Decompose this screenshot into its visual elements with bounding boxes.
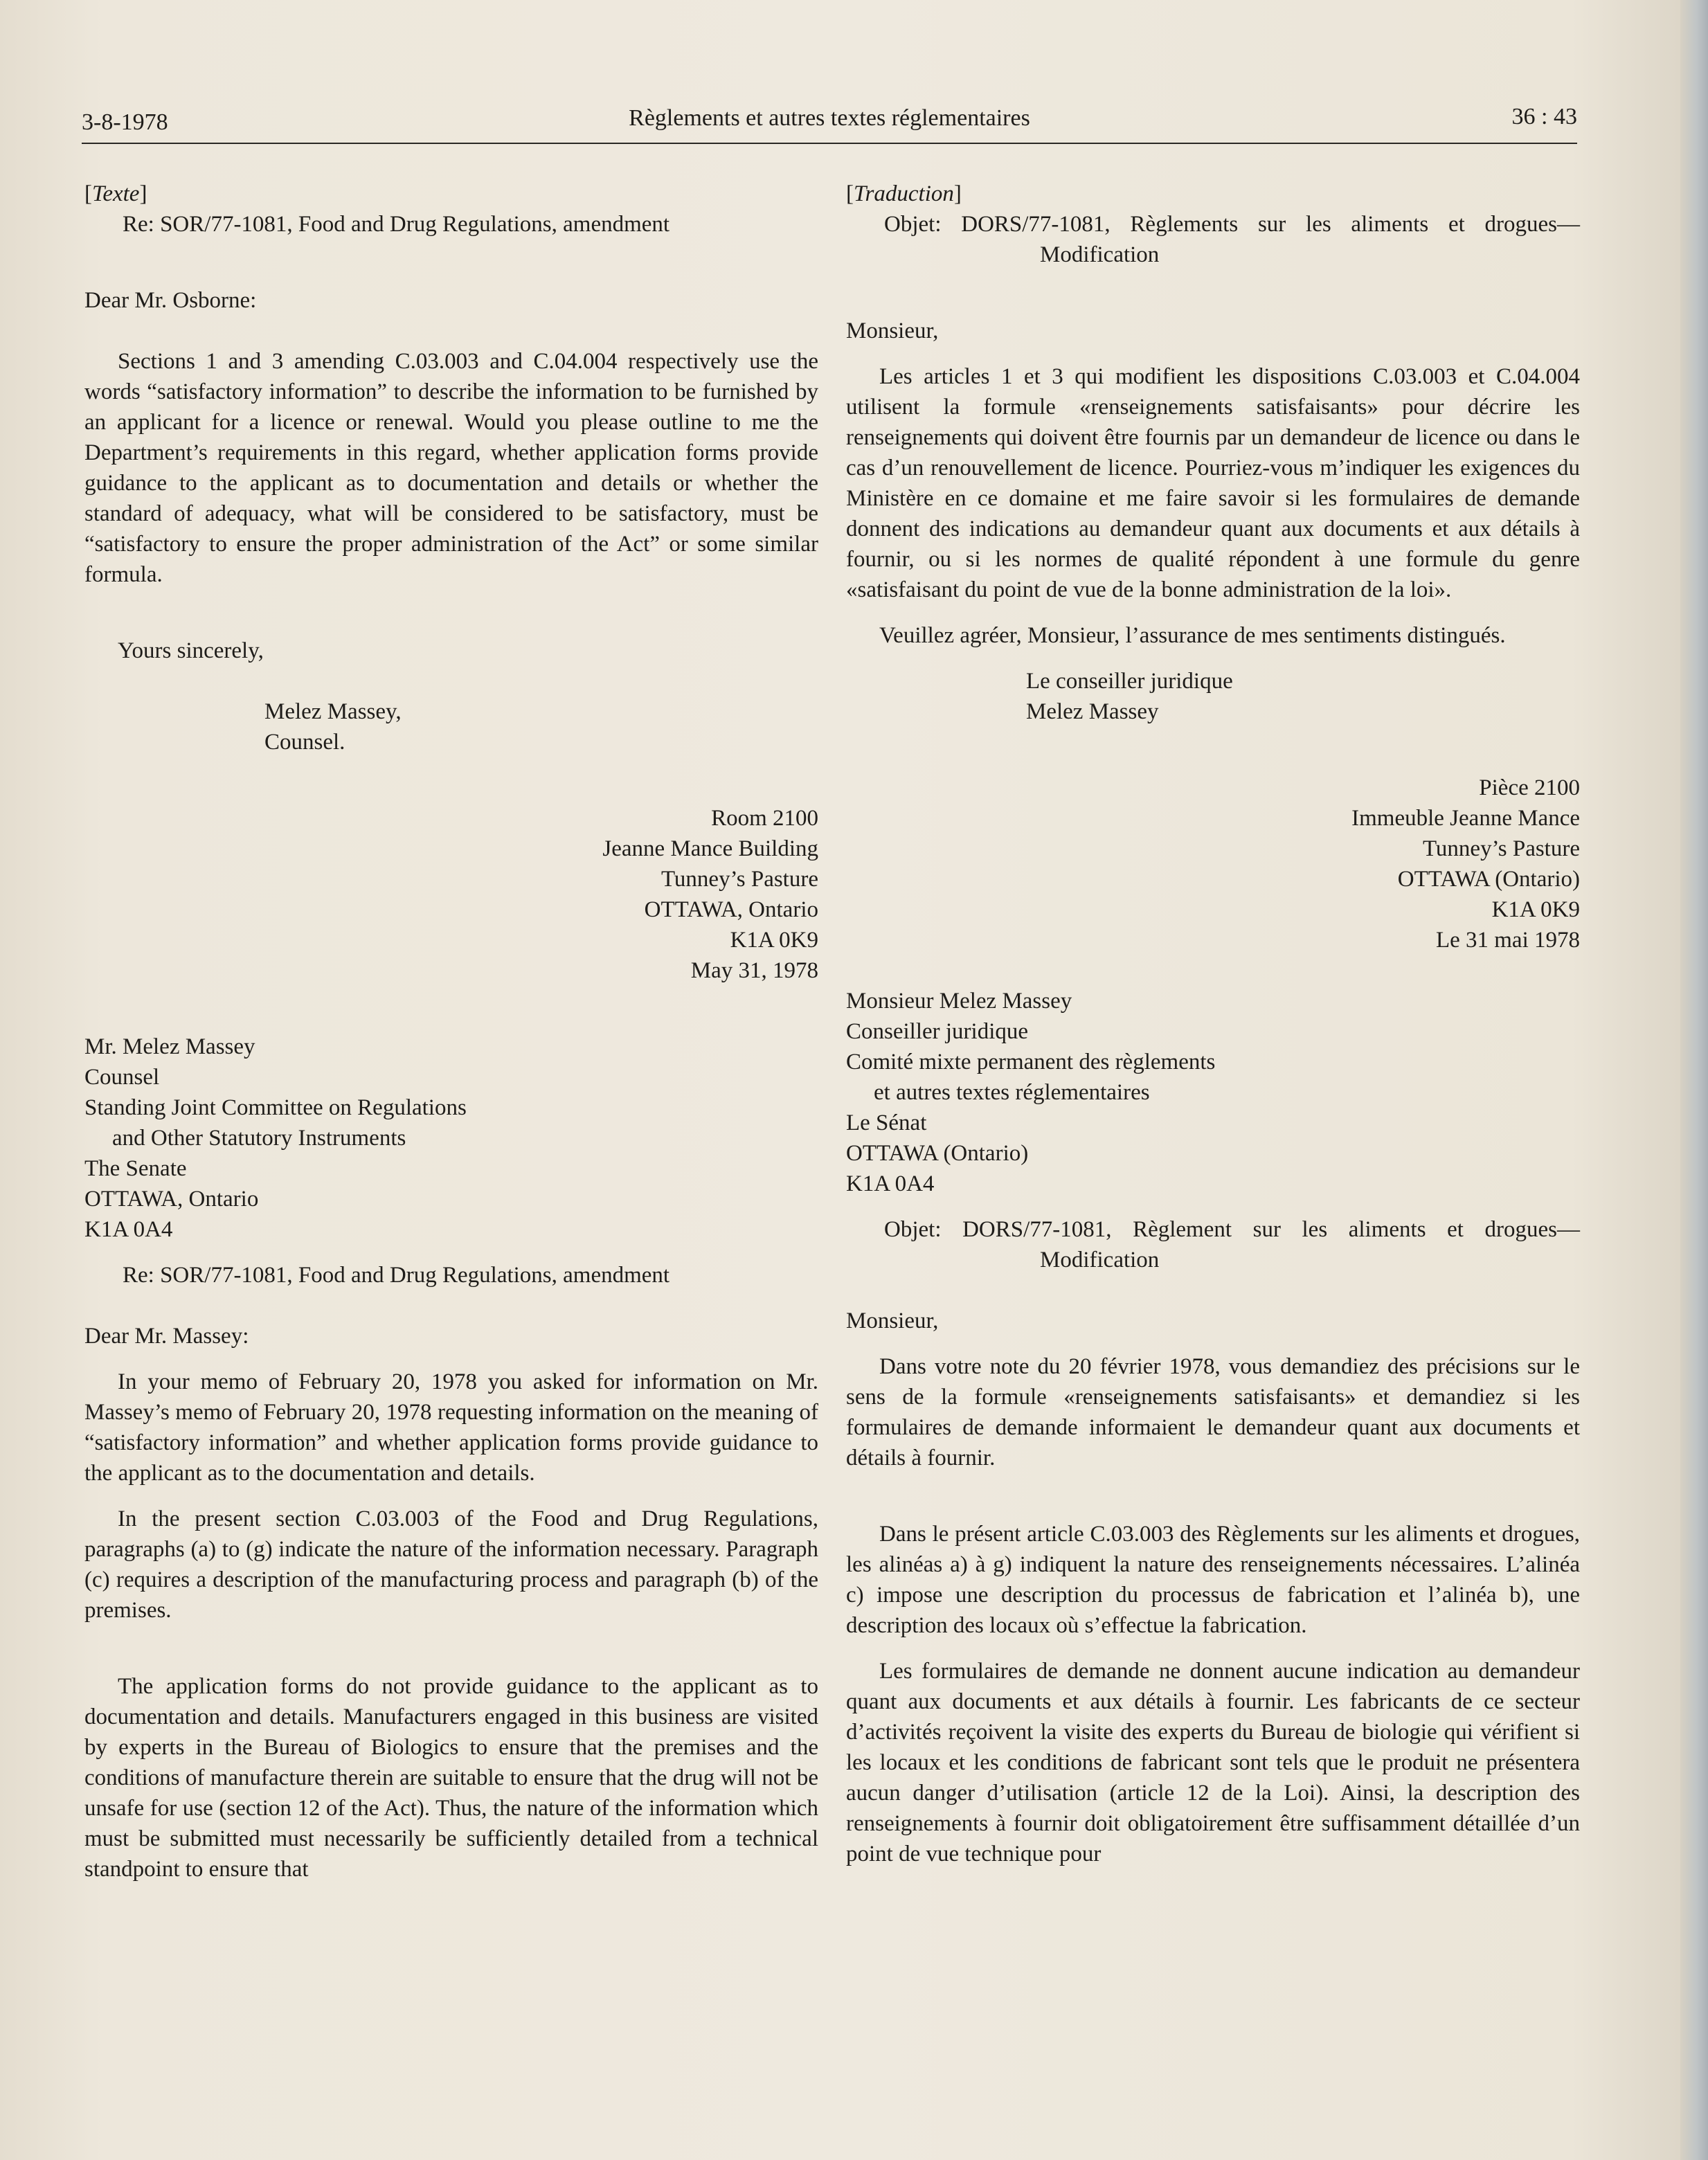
letter-2-paragraph-1: In your memo of February 20, 1978 you asked for information on Mr. Massey’s memo of February 20, 1978 requesting information on the meaning of “satisfactory information” and whether application forms provide guidance to the applicant as to the documentation and details. — [84, 1369, 818, 1486]
address-line: The Senate — [84, 1156, 187, 1181]
re-line-2: Re: SOR/77-1081, Food and Drug Regulations, amendment — [123, 1263, 670, 1288]
salutation-2: Dear Mr. Massey: — [84, 1324, 249, 1349]
address-line: K1A 0K9 — [730, 928, 818, 953]
letter-1-paragraph: Sections 1 and 3 amending C.03.003 and C.04.004 respectively use the words “satisfactory information” to describe the information to be furnished by an applicant for a licence or renewal. Would you please outline to me the Department’s requirements in this regard, whether application forms provide guidance to the applicant as to documentation and details or whether the standard of adequacy, what will be considered to be satisfactory, must be “satisfactory to ensure the proper administration of the Act” or some similar formula. — [84, 349, 818, 587]
address-line: Room 2100 — [711, 806, 818, 831]
letter-2-paragraph-3: The application forms do not provide guidance to the applicant as to documentation and details. Manufacturers engaged in this business are visited by experts in the Bureau of Biologics to ensure that the premises and the conditions of manufacture therein are suitable to ensure that the drug will not be unsafe for use (section 12 of the Act). Thus, the nature of the information which must be submitted must necessarily be sufficiently detailed from a technical standpoint to ensure that — [84, 1674, 818, 1882]
translation-tag: [Traduction] — [846, 181, 962, 206]
address-line: K1A 0K9 — [1491, 897, 1580, 922]
signer-title: Counsel. — [264, 730, 345, 755]
french-column — [846, 179, 1580, 1869]
address-line: Tunney’s Pasture — [1422, 836, 1580, 861]
signer-name: Melez Massey — [1026, 699, 1159, 724]
address-line: Immeuble Jeanne Mance — [1351, 806, 1580, 831]
address-line: and Other Statutory Instruments — [112, 1126, 406, 1151]
address-line: Comité mixte permanent des règlements — [846, 1050, 1216, 1074]
address-line: Counsel — [84, 1065, 160, 1090]
signer-name: Melez Massey, — [264, 699, 402, 724]
address-line: Jeanne Mance Building — [602, 836, 818, 861]
address-line: Pièce 2100 — [1479, 775, 1580, 800]
letter-2-paragraph-3: Les formulaires de demande ne donnent aucune indication au demandeur quant aux documents et aux détails à fournir. Les fabricants de ce secteur d’activités reçoivent la visite des experts du Bureau de biologie qui vérifient si les locaux et les conditions de fabricant sont tels que le produit ne présentera aucun danger d’utilisation (article 12 de la Loi). Ainsi, la description des renseignements à fournir doit obligatoirement être suffisamment détaillée d’un point de vue technique pour — [846, 1659, 1580, 1866]
letter-2-paragraph-2: Dans le présent article C.03.003 des Règlements sur les aliments et drogues, les alinéas a) à g) indiquent la nature des renseignements nécessaires. L’alinéa c) impose une description du processus de fabrication et l’alinéa b), une description des locaux où s’effectue la fabrication. — [846, 1522, 1580, 1638]
address-line: Tunney’s Pasture — [660, 867, 818, 892]
address-line: OTTAWA (Ontario) — [846, 1141, 1029, 1166]
text-tag: [Texte] — [84, 181, 147, 206]
address-line: Standing Joint Committee on Regulations — [84, 1095, 467, 1120]
letter-2-paragraph-1: Dans votre note du 20 février 1978, vous demandiez des précisions sur le sens de la formule «renseignements satisfaisants» et demandiez si les formulaires de demande informaient le demandeur quant aux documents et détails à fournir. — [846, 1354, 1580, 1470]
address-line: May 31, 1978 — [690, 958, 818, 983]
salutation-1: Monsieur, — [846, 318, 939, 343]
address-line: Mr. Melez Massey — [84, 1034, 255, 1059]
sender-address — [846, 773, 1580, 955]
salutation-2: Monsieur, — [846, 1308, 939, 1333]
signer-title: Le conseiller juridique — [1026, 669, 1233, 694]
address-line: OTTAWA (Ontario) — [1397, 867, 1580, 892]
address-line: K1A 0A4 — [846, 1171, 935, 1196]
recipient-address — [846, 986, 1580, 1199]
header-title: Règlements et autres textes réglementaires — [629, 105, 1030, 131]
header-page-number: 36 : 43 — [1511, 104, 1577, 129]
re-line-2: Objet: DORS/77-1081, Règlement sur les aliments et drogues—Modification — [884, 1217, 1580, 1272]
address-line: Monsieur Melez Massey — [846, 989, 1072, 1014]
page-edge — [1680, 0, 1708, 2160]
running-header — [82, 104, 1577, 144]
letter-1-paragraph: Les articles 1 et 3 qui modifient les dispositions C.03.003 et C.04.004 utilisent la formule «renseignements satisfaisants» pour décrire les renseignements qui doivent être fournis par un demandeur de licence ou dans le cas d’un renouvellement de licence. Pourriez-vous m’indiquer les exigences du Ministère en ce domaine et me faire savoir si les formulaires de demande donnent des indications au demandeur quant aux documents et aux détails à fournir, ou si les normes de qualité répondent à une formule du genre «satisfaisant du point de vue de la bonne administration de la loi». — [846, 364, 1580, 602]
address-line: OTTAWA, Ontario — [644, 897, 818, 922]
re-line-1: Re: SOR/77-1081, Food and Drug Regulations, amendment — [123, 212, 670, 237]
address-line: Conseiller juridique — [846, 1019, 1029, 1044]
address-line: K1A 0A4 — [84, 1217, 173, 1242]
address-line: Le Sénat — [846, 1110, 927, 1135]
salutation-1: Dear Mr. Osborne: — [84, 288, 257, 313]
sender-address — [84, 803, 818, 986]
closing: Veuillez agréer, Monsieur, l’assurance de mes sentiments distingués. — [879, 623, 1506, 648]
closing: Yours sincerely, — [118, 638, 264, 663]
re-line-1: Objet: DORS/77-1081, Règlements sur les aliments et drogues—Modification — [884, 212, 1581, 267]
english-column — [84, 179, 818, 1884]
letter-2-paragraph-2: In the present section C.03.003 of the Food and Drug Regulations, paragraphs (a) to (g) indicate the nature of the information necessary. Paragraph (c) requires a description of the manufacturing process and paragraph (b) of the premises. — [84, 1506, 818, 1623]
address-line: et autres textes réglementaires — [874, 1080, 1150, 1105]
address-line: Le 31 mai 1978 — [1435, 928, 1580, 953]
recipient-address — [84, 1032, 818, 1245]
header-date: 3-8-1978 — [82, 109, 168, 135]
address-line: OTTAWA, Ontario — [84, 1187, 259, 1212]
